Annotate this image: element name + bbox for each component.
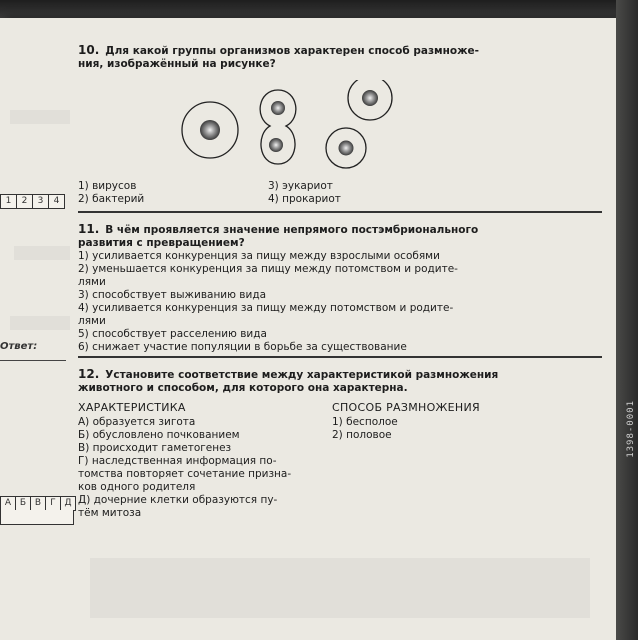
question-10 <box>78 44 608 71</box>
cell-daughter-top <box>348 80 392 120</box>
characteristics-list <box>78 416 291 520</box>
left-column-header: ХАРАКТЕРИСТИКА <box>78 401 186 414</box>
option: 4) усиливается конкуренция за пищу между потомством и родите- <box>78 302 454 314</box>
option: 3) способствует выживанию вида <box>78 289 267 301</box>
answer-box[interactable]: А <box>1 497 16 510</box>
textbook-page <box>0 18 616 640</box>
q12-answer-cells[interactable] <box>0 510 74 525</box>
option: 2) бактерий <box>78 193 145 205</box>
answer-box[interactable]: 1 <box>1 195 17 208</box>
question-title: Для какой группы организмов характерен способ размноже- <box>105 45 480 57</box>
answer-box[interactable]: Д <box>64 498 72 508</box>
scan-top-edge <box>0 0 638 18</box>
question-title: животного и способом, для которого она характерна. <box>78 382 408 394</box>
option: лями <box>78 315 106 327</box>
bleed-through <box>14 246 70 260</box>
list-item: 2) половое <box>332 429 392 441</box>
bleed-through <box>10 110 70 124</box>
option: 3) эукариот <box>268 180 333 192</box>
option: 6) снижает участие популяции в борьбе за существование <box>78 341 407 353</box>
question-number: 12. <box>78 367 100 381</box>
answer-line[interactable] <box>0 360 66 361</box>
option: 1) вирусов <box>78 180 137 192</box>
cell-round <box>182 102 238 158</box>
divider <box>78 356 602 358</box>
list-item: Г) наследственная информация по- <box>78 455 277 467</box>
option: 2) уменьшается конкуренция за пищу между потомством и родите- <box>78 263 458 275</box>
question-11 <box>78 223 608 250</box>
methods-list <box>332 416 398 442</box>
answer-box[interactable]: В <box>31 497 46 510</box>
q12-answer-boxes[interactable] <box>0 496 76 511</box>
answer-box[interactable]: Г <box>46 497 61 510</box>
list-item: Д) дочерние клетки образуются пу- <box>78 494 278 506</box>
list-item: 1) бесполое <box>332 416 398 428</box>
answer-box[interactable]: 3 <box>33 195 49 208</box>
cell-division-figure <box>170 80 430 190</box>
bleed-through <box>90 558 590 618</box>
spine-code: 1398-0001 <box>626 400 636 458</box>
question-number: 11. <box>78 222 100 236</box>
option: лями <box>78 276 106 288</box>
divider <box>78 211 602 213</box>
list-item: ков одного родителя <box>78 481 196 493</box>
list-item: тём митоза <box>78 507 142 519</box>
right-column-header: СПОСОБ РАЗМНОЖЕНИЯ <box>332 401 480 414</box>
question-12 <box>78 368 608 395</box>
bleed-through <box>10 316 70 330</box>
option: 1) усиливается конкуренция за пищу между взрослыми особями <box>78 250 440 262</box>
answer-box[interactable]: 4 <box>53 196 60 206</box>
cell-daughter-bottom <box>326 128 366 168</box>
option: 4) прокариот <box>268 193 341 205</box>
q10-options <box>78 180 478 210</box>
question-number: 10. <box>78 43 100 57</box>
question-title: ния, изображённый на рисунке? <box>78 58 276 70</box>
list-item: томства повторяет сочетание призна- <box>78 468 292 480</box>
list-item: Б) обусловлено почкованием <box>78 429 240 441</box>
question-title: В чём проявляется значение непрямого постэмбрионального <box>105 224 479 236</box>
answer-box[interactable]: Б <box>16 497 31 510</box>
option: 5) способствует расселению вида <box>78 328 267 340</box>
answer-box[interactable]: 2 <box>17 195 33 208</box>
answer-label: Ответ: <box>0 341 38 352</box>
question-title: развития с превращением? <box>78 237 245 249</box>
list-item: В) происходит гаметогенез <box>78 442 232 454</box>
book-spine <box>616 0 638 640</box>
question-title: Установите соответствие между характеристикой размножения <box>105 369 499 381</box>
q10-answer-boxes[interactable] <box>0 194 65 209</box>
q11-options <box>78 250 458 354</box>
list-item: А) образуется зигота <box>78 416 196 428</box>
cell-dividing <box>260 90 296 164</box>
